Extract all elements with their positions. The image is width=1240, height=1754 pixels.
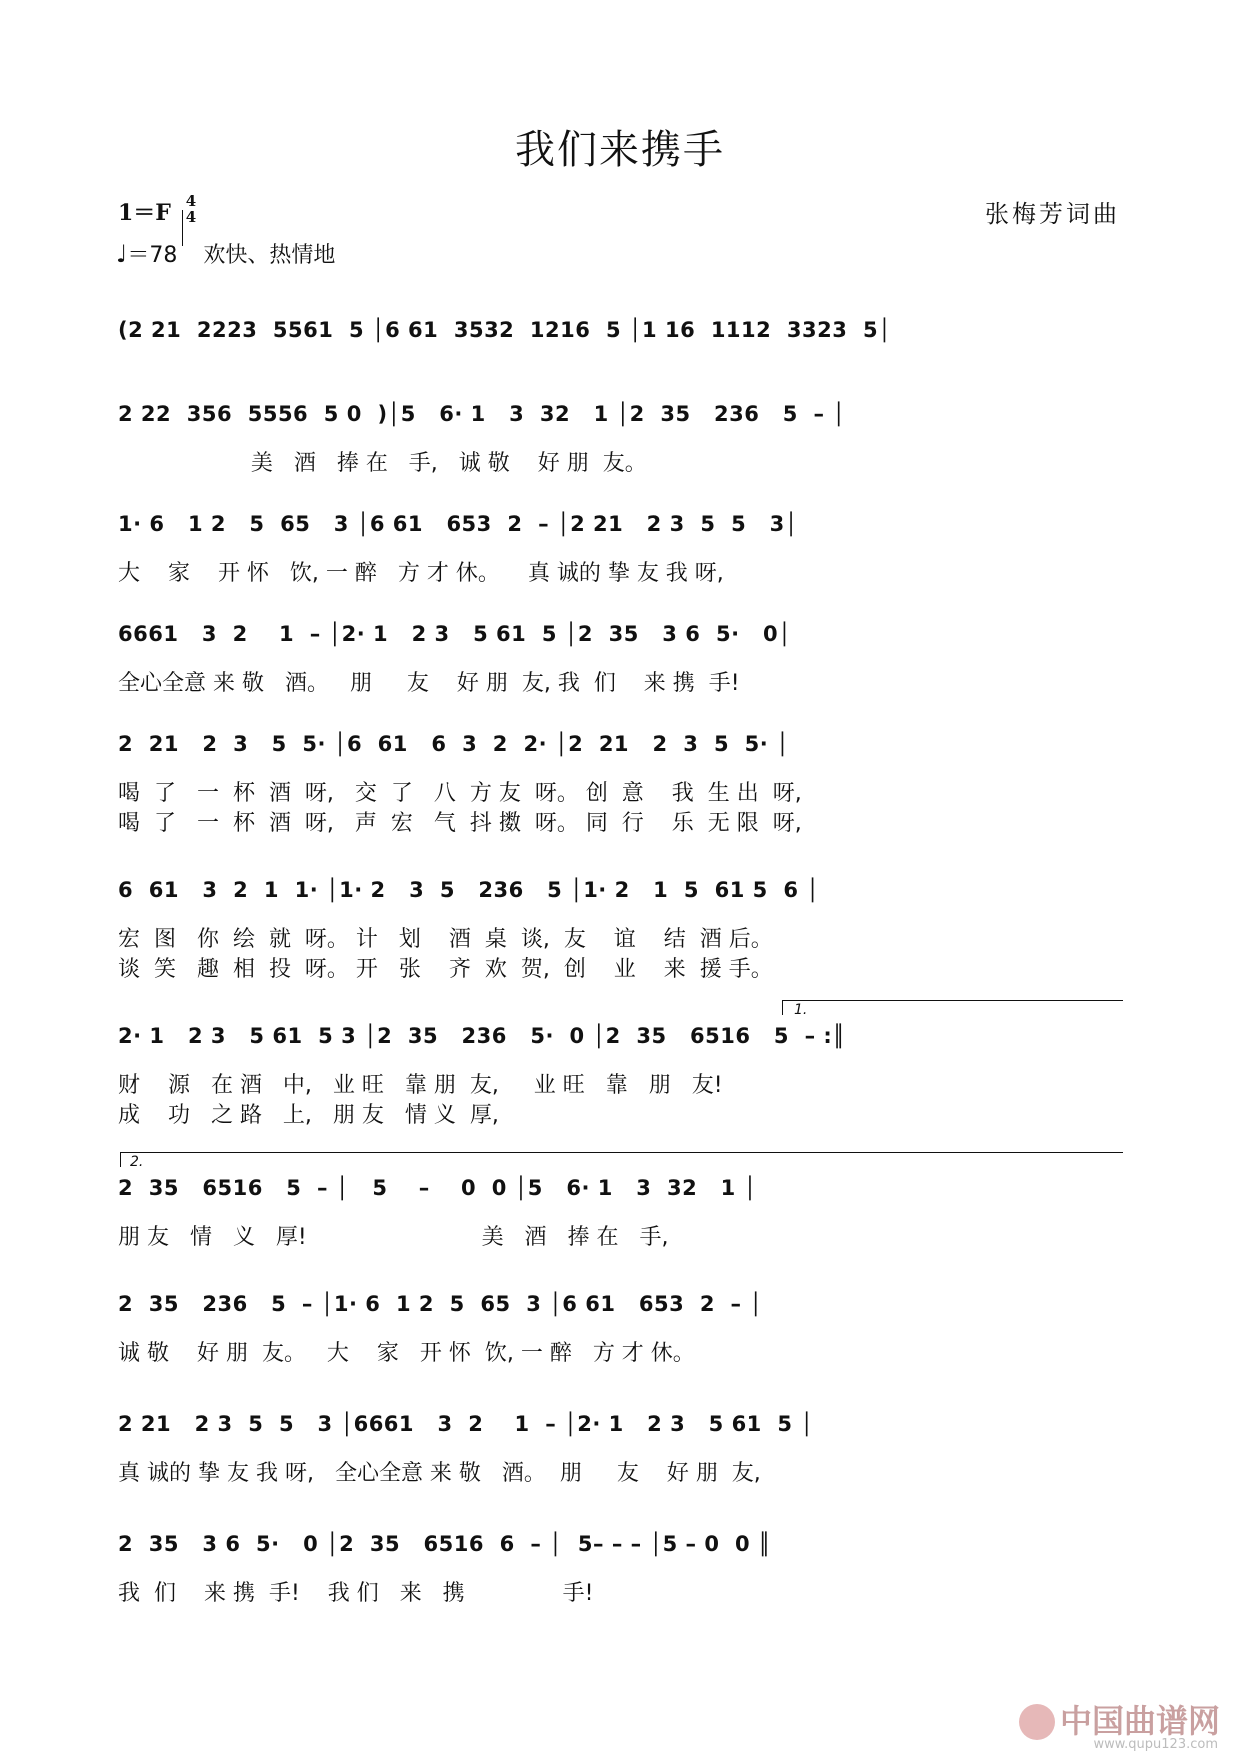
quarter-note-icon: ♩ [116,240,128,268]
notation-line: 2· 1 2 3 5 61 5 3 │2 35 236 5· 0 │2 35 6516 5 – :║ [118,1024,846,1048]
notation-line: 6661 3 2 1 – │2· 1 2 3 5 61 5 │2 35 3 6 5· 0│ [118,622,792,646]
notation-line: 1· 6 1 2 5 65 3 │6 61 653 2 – │2 21 2 3 5 5 3│ [118,512,798,536]
key-signature: 1＝F [118,200,171,226]
lyric-line: 全心全意 来 敬 酒。 朋 友 好 朋 友, 我 们 来 携 手! [118,671,740,696]
notation-line: 2 35 3 6 5· 0 │2 35 6516 6 – │ 5– – – │5 – 0 0 ║ [118,1532,772,1556]
lyric-line: 成 功 之 路 上, 朋 友 情 义 厚, [118,1103,499,1128]
tempo-marking [116,238,335,269]
music-system [118,1412,1122,1512]
lyric-line: 谈 笑 趣 相 投 呀。 开 张 齐 欢 贺, 创 业 来 援 手。 [118,957,773,982]
volta-bracket [782,1000,1123,1015]
lyric-line: 美 酒 捧 在 手, 诚 敬 好 朋 友。 [118,451,647,476]
notation-line: 2 21 2 3 5 5 3 │6661 3 2 1 – │2· 1 2 3 5 61 5 │ [118,1412,814,1436]
watermark-text: 中国曲谱网 [1059,1702,1220,1740]
tempo-value: ＝78 [127,243,178,268]
lyric-line: 诚 敬 好 朋 友。 大 家 开 怀 饮, 一 醉 方 才 休。 [118,1341,695,1366]
time-signature [182,193,200,225]
music-system [118,622,1122,722]
lyric-line: 喝 了 一 杯 酒 呀, 交 了 八 方 友 呀。 创 意 我 生 出 呀, [118,781,802,806]
lyric-line: 大 家 开 怀 饮, 一 醉 方 才 休。 真 诚的 挚 友 我 呀, [118,561,724,586]
notation-line: 2 21 2 3 5 5· │6 61 6 3 2 2· │2 21 2 3 5 5· │ [118,732,790,756]
page-title: 我们来携手 [515,127,725,173]
notation-line: (2 21 2223 5561 5 │6 61 3532 1216 5 │1 16 1112 3323 5│ [118,318,892,342]
music-system [118,878,1122,982]
music-system [118,1532,1122,1632]
volta-bracket [120,1152,1123,1167]
music-system [118,512,1122,612]
music-system [118,732,1122,836]
music-system [118,1154,1122,1276]
meter-top: 4 [185,192,197,210]
music-system [118,1002,1122,1128]
music-system [118,1292,1122,1392]
tempo-expression: 欢快、热情地 [203,243,336,268]
notation-line: 6 61 3 2 1 1· │1· 2 3 5 236 5 │1· 2 1 5 61 5 6 │ [118,878,820,902]
notation-line: 2 22 356 5556 5 0 )│5 6· 1 3 32 1 │2 35 236 5 – │ [118,402,846,426]
meter-bottom: 4 [185,208,197,226]
volta-label: 2. [130,1154,144,1170]
notation-line: 2 35 6516 5 – │ 5 – 0 0 │5 6· 1 3 32 1 │ [118,1176,757,1200]
volta-label: 1. [794,1002,808,1018]
notation-line: 2 35 236 5 – │1· 6 1 2 5 65 3 │6 61 653 2 – │ [118,1292,763,1316]
lyric-line: 财 源 在 酒 中, 业 旺 靠 朋 友, 业 旺 靠 朋 友! [118,1073,723,1098]
music-system [118,402,1122,502]
lyric-line: 我 们 来 携 手! 我 们 来 携 手! [118,1581,594,1606]
watermark-logo-icon [1019,1704,1055,1740]
lyric-line: 喝 了 一 杯 酒 呀, 声 宏 气 抖 擞 呀。 同 行 乐 无 限 呀, [118,811,802,836]
author-credit: 张梅芳词曲 [985,200,1120,228]
lyric-line: 宏 图 你 绘 就 呀。 计 划 酒 桌 谈, 友 谊 结 酒 后。 [118,927,773,952]
lyric-line: 真 诚的 挚 友 我 呀, 全心全意 来 敬 酒。 朋 友 好 朋 友, [118,1461,761,1486]
lyric-line: 朋 友 情 义 厚! 美 酒 捧 在 手, [118,1225,669,1250]
watermark-url: www.qupu123.com [1093,1737,1218,1752]
